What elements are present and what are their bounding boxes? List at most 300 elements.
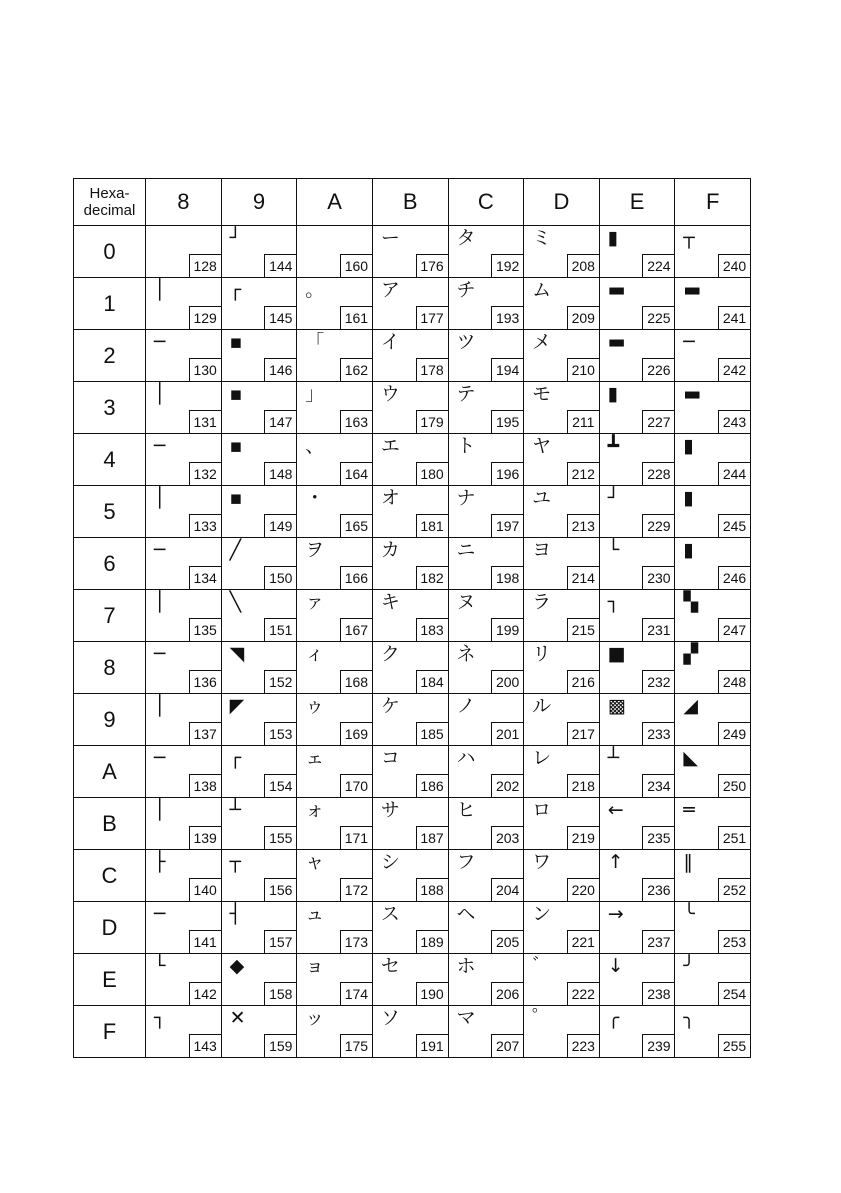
char-cell: [221, 746, 297, 798]
char-glyph: ◣: [683, 747, 698, 769]
char-cell: [372, 746, 448, 798]
char-glyph: ┐: [154, 1007, 166, 1029]
char-glyph: │: [154, 279, 166, 301]
char-cell: [221, 902, 297, 954]
char-cell: [448, 590, 524, 642]
decimal-code: 208: [567, 254, 599, 277]
decimal-code: 191: [416, 1034, 448, 1057]
decimal-code: 192: [491, 254, 523, 277]
char-cell: [372, 1006, 448, 1058]
decimal-code: 188: [416, 878, 448, 901]
decimal-code: 174: [340, 982, 372, 1005]
char-cell: [297, 694, 373, 746]
table-row: [74, 434, 751, 486]
decimal-code: 161: [340, 306, 372, 329]
char-cell: [524, 486, 600, 538]
char-cell: [675, 382, 751, 434]
char-glyph: ▚: [683, 591, 698, 613]
char-glyph: ヘ: [456, 903, 476, 925]
char-cell: [221, 850, 297, 902]
char-glyph: │: [154, 695, 166, 717]
char-cell: [524, 850, 600, 902]
char-glyph: ▬: [607, 331, 626, 353]
decimal-code: 236: [642, 878, 674, 901]
decimal-code: 225: [642, 306, 674, 329]
char-glyph: ├: [154, 851, 166, 873]
table-row: [74, 642, 751, 694]
decimal-code: 182: [416, 566, 448, 589]
decimal-code: 153: [264, 722, 296, 745]
char-glyph: ▮: [683, 487, 694, 509]
char-glyph: ─: [154, 747, 166, 769]
decimal-code: 175: [340, 1034, 372, 1057]
decimal-code: 253: [718, 930, 750, 953]
char-cell: [372, 278, 448, 330]
char-cell: [675, 954, 751, 1006]
row-header: D: [74, 902, 146, 954]
decimal-code: 157: [264, 930, 296, 953]
char-cell: [448, 538, 524, 590]
decimal-code: 133: [189, 514, 221, 537]
char-glyph: ォ: [305, 799, 325, 821]
char-glyph: ▪: [229, 383, 243, 405]
column-header-row: [74, 179, 751, 226]
char-glyph: ヒ: [456, 799, 476, 821]
char-cell: [448, 434, 524, 486]
decimal-code: 227: [642, 410, 674, 433]
table-row: [74, 538, 751, 590]
char-cell: [599, 954, 675, 1006]
decimal-code: 142: [189, 982, 221, 1005]
char-glyph: ◢: [683, 695, 698, 717]
char-cell: [524, 382, 600, 434]
char-cell: [448, 486, 524, 538]
char-cell: [599, 226, 675, 278]
char-cell: [221, 486, 297, 538]
char-cell: [221, 382, 297, 434]
decimal-code: 226: [642, 358, 674, 381]
decimal-code: 172: [340, 878, 372, 901]
column-header-a: A: [297, 179, 373, 226]
char-glyph: ┴: [607, 747, 620, 769]
char-glyph: ユ: [532, 487, 552, 509]
char-glyph: ▪: [229, 435, 243, 457]
char-cell: [146, 278, 222, 330]
char-cell: [524, 746, 600, 798]
decimal-code: 184: [416, 670, 448, 693]
char-cell: [675, 330, 751, 382]
decimal-code: 146: [264, 358, 296, 381]
char-cell: [448, 330, 524, 382]
char-cell: [524, 538, 600, 590]
char-glyph: ノ: [456, 695, 476, 717]
decimal-code: 160: [340, 254, 372, 277]
decimal-code: 252: [718, 878, 750, 901]
char-cell: [524, 798, 600, 850]
char-glyph: ◆: [229, 955, 245, 977]
decimal-code: 211: [567, 410, 599, 433]
decimal-code: 129: [189, 306, 221, 329]
decimal-code: 168: [340, 670, 372, 693]
char-glyph: テ: [456, 383, 476, 405]
char-cell: [221, 226, 297, 278]
decimal-code: 128: [189, 254, 221, 277]
decimal-code: 233: [642, 722, 674, 745]
decimal-code: 219: [567, 826, 599, 849]
char-glyph: ュ: [305, 903, 325, 925]
char-cell: [146, 382, 222, 434]
char-glyph: セ: [380, 955, 400, 977]
char-cell: [297, 226, 373, 278]
char-cell: [372, 382, 448, 434]
row-header: 7: [74, 590, 146, 642]
char-glyph: └: [154, 955, 166, 977]
decimal-code: 136: [189, 670, 221, 693]
char-cell: [524, 278, 600, 330]
char-glyph: │: [154, 591, 166, 613]
char-glyph: └: [607, 539, 620, 561]
column-header-d: D: [524, 179, 600, 226]
decimal-code: 214: [567, 566, 599, 589]
char-glyph: ェ: [305, 747, 325, 769]
char-glyph: ウ: [380, 383, 400, 405]
char-cell: [524, 434, 600, 486]
char-glyph: ワ: [532, 851, 552, 873]
decimal-code: 154: [264, 774, 296, 797]
char-glyph: ╭: [607, 1007, 620, 1029]
char-glyph: ▪: [229, 487, 243, 509]
decimal-code: 245: [718, 514, 750, 537]
char-cell: [221, 798, 297, 850]
char-glyph: ┻: [607, 435, 620, 457]
char-glyph: ッ: [305, 1007, 325, 1029]
char-glyph: │: [154, 799, 166, 821]
decimal-code: 171: [340, 826, 372, 849]
char-cell: [372, 434, 448, 486]
char-cell: [297, 746, 373, 798]
char-glyph: ╰: [683, 903, 695, 925]
char-cell: [675, 694, 751, 746]
corner-label: Hexa- decimal: [83, 185, 136, 219]
char-glyph: ✕: [229, 1007, 246, 1029]
char-cell: [675, 642, 751, 694]
char-cell: [146, 538, 222, 590]
char-glyph: ァ: [305, 591, 325, 613]
char-glyph: ツ: [456, 331, 476, 353]
decimal-code: 203: [491, 826, 523, 849]
table-row: [74, 694, 751, 746]
char-cell: [146, 642, 222, 694]
char-cell: [146, 330, 222, 382]
decimal-code: 143: [189, 1034, 221, 1057]
char-cell: [599, 694, 675, 746]
decimal-code: 190: [416, 982, 448, 1005]
table-row: [74, 330, 751, 382]
char-cell: [372, 590, 448, 642]
char-glyph: ▬: [607, 279, 626, 301]
char-cell: [675, 798, 751, 850]
decimal-code: 170: [340, 774, 372, 797]
decimal-code: 206: [491, 982, 523, 1005]
char-glyph: レ: [532, 747, 552, 769]
decimal-code: 144: [264, 254, 296, 277]
char-cell: [524, 954, 600, 1006]
char-cell: [146, 434, 222, 486]
decimal-code: 197: [491, 514, 523, 537]
char-cell: [599, 538, 675, 590]
char-cell: [297, 382, 373, 434]
column-header-e: E: [599, 179, 675, 226]
decimal-code: 186: [416, 774, 448, 797]
row-header: 3: [74, 382, 146, 434]
char-glyph: →: [607, 903, 624, 925]
row-header: 9: [74, 694, 146, 746]
decimal-code: 244: [718, 462, 750, 485]
char-glyph: [305, 227, 345, 249]
decimal-code: 222: [567, 982, 599, 1005]
decimal-code: 147: [264, 410, 296, 433]
char-glyph: ヌ: [456, 591, 476, 613]
char-glyph: ←: [607, 799, 624, 821]
char-glyph: ニ: [456, 539, 476, 561]
char-glyph: ╮: [683, 1007, 695, 1029]
char-cell: [146, 798, 222, 850]
table-row: [74, 902, 751, 954]
char-cell: [372, 902, 448, 954]
char-cell: [524, 1006, 600, 1058]
char-cell: [221, 954, 297, 1006]
char-glyph: ─: [154, 331, 166, 353]
decimal-code: 242: [718, 358, 750, 381]
column-header-8: 8: [146, 179, 222, 226]
char-cell: [297, 954, 373, 1006]
table-row: [74, 850, 751, 902]
decimal-code: 158: [264, 982, 296, 1005]
decimal-code: 138: [189, 774, 221, 797]
decimal-code: 207: [491, 1034, 523, 1057]
char-cell: [297, 642, 373, 694]
decimal-code: 169: [340, 722, 372, 745]
char-glyph: カ: [380, 539, 400, 561]
char-cell: [297, 1006, 373, 1058]
char-cell: [372, 486, 448, 538]
char-glyph: ┤: [229, 903, 242, 925]
decimal-code: 196: [491, 462, 523, 485]
decimal-code: 187: [416, 826, 448, 849]
char-glyph: ム: [532, 279, 552, 301]
decimal-code: 173: [340, 930, 372, 953]
table-row: [74, 1006, 751, 1058]
char-glyph: ↓: [607, 955, 624, 977]
char-cell: [448, 642, 524, 694]
decimal-code: 194: [491, 358, 523, 381]
char-glyph: モ: [532, 383, 552, 405]
char-glyph: ┌: [229, 747, 242, 769]
char-glyph: コ: [380, 747, 400, 769]
table-row: [74, 278, 751, 330]
decimal-code: 137: [189, 722, 221, 745]
char-cell: [675, 278, 751, 330]
char-glyph: ┐: [607, 591, 620, 613]
char-glyph: ス: [380, 903, 400, 925]
char-cell: [297, 330, 373, 382]
decimal-code: 217: [567, 722, 599, 745]
char-cell: [146, 694, 222, 746]
decimal-code: 251: [718, 826, 750, 849]
hexadecimal-corner-label: [74, 179, 146, 226]
char-glyph: ▮: [683, 539, 694, 561]
char-glyph: ┬: [229, 851, 242, 873]
char-glyph: ネ: [456, 643, 476, 665]
char-glyph: ラ: [532, 591, 552, 613]
char-glyph: サ: [380, 799, 400, 821]
char-glyph: ア: [380, 279, 400, 301]
decimal-code: 150: [264, 566, 296, 589]
decimal-code: 130: [189, 358, 221, 381]
decimal-code: 210: [567, 358, 599, 381]
char-cell: [146, 746, 222, 798]
decimal-code: 204: [491, 878, 523, 901]
char-glyph: ル: [532, 695, 552, 717]
char-glyph: ・: [305, 487, 325, 509]
char-cell: [524, 694, 600, 746]
row-header: F: [74, 1006, 146, 1058]
char-glyph: ▮: [683, 435, 694, 457]
char-glyph: │: [154, 383, 166, 405]
char-glyph: ャ: [305, 851, 325, 873]
decimal-code: 240: [718, 254, 750, 277]
char-glyph: ▮: [607, 227, 619, 249]
char-cell: [675, 746, 751, 798]
char-glyph: │: [154, 487, 166, 509]
char-glyph: ═: [683, 799, 695, 821]
char-cell: [297, 798, 373, 850]
char-glyph: ┌: [229, 279, 242, 301]
char-cell: [448, 954, 524, 1006]
char-cell: [524, 590, 600, 642]
char-glyph: シ: [380, 851, 400, 873]
char-glyph: ト: [456, 435, 476, 457]
char-glyph: フ: [456, 851, 476, 873]
char-cell: [599, 798, 675, 850]
char-glyph: ╯: [683, 955, 695, 977]
char-cell: [599, 278, 675, 330]
char-cell: [297, 902, 373, 954]
decimal-code: 220: [567, 878, 599, 901]
decimal-code: 200: [491, 670, 523, 693]
char-glyph: ▩: [607, 695, 626, 717]
decimal-code: 243: [718, 410, 750, 433]
char-glyph: ─: [154, 539, 166, 561]
char-cell: [599, 434, 675, 486]
char-glyph: エ: [380, 435, 400, 457]
decimal-code: 231: [642, 618, 674, 641]
char-glyph: 「: [305, 331, 325, 353]
char-glyph: マ: [456, 1007, 476, 1029]
decimal-code: 149: [264, 514, 296, 537]
decimal-code: 131: [189, 410, 221, 433]
decimal-code: 239: [642, 1034, 674, 1057]
table-row: [74, 382, 751, 434]
char-glyph: ◥: [229, 643, 245, 665]
decimal-code: 180: [416, 462, 448, 485]
decimal-code: 132: [189, 462, 221, 485]
decimal-code: 237: [642, 930, 674, 953]
row-header: E: [74, 954, 146, 1006]
char-cell: [599, 382, 675, 434]
char-cell: [448, 1006, 524, 1058]
char-glyph: ╱: [229, 539, 242, 561]
decimal-code: 135: [189, 618, 221, 641]
char-glyph: ▬: [683, 279, 702, 301]
decimal-code: 235: [642, 826, 674, 849]
decimal-code: 195: [491, 410, 523, 433]
decimal-code: 134: [189, 566, 221, 589]
char-cell: [372, 694, 448, 746]
decimal-code: 163: [340, 410, 372, 433]
decimal-code: 224: [642, 254, 674, 277]
decimal-code: 165: [340, 514, 372, 537]
char-cell: [448, 902, 524, 954]
decimal-code: 201: [491, 722, 523, 745]
char-glyph: ▞: [683, 643, 698, 665]
decimal-code: 228: [642, 462, 674, 485]
char-glyph: ┬: [683, 227, 695, 249]
column-header-9: 9: [221, 179, 297, 226]
row-header: 2: [74, 330, 146, 382]
char-cell: [146, 226, 222, 278]
decimal-code: 254: [718, 982, 750, 1005]
char-cell: [675, 434, 751, 486]
decimal-code: 162: [340, 358, 372, 381]
char-cell: [675, 902, 751, 954]
char-glyph: ン: [532, 903, 552, 925]
row-header: 6: [74, 538, 146, 590]
decimal-code: 229: [642, 514, 674, 537]
char-glyph: メ: [532, 331, 552, 353]
decimal-code: 151: [264, 618, 296, 641]
row-header: 1: [74, 278, 146, 330]
char-glyph: ィ: [305, 643, 325, 665]
char-cell: [297, 434, 373, 486]
decimal-code: 185: [416, 722, 448, 745]
decimal-code: 145: [264, 306, 296, 329]
char-cell: [221, 590, 297, 642]
char-glyph: ─: [683, 331, 695, 353]
decimal-code: 141: [189, 930, 221, 953]
char-cell: [221, 1006, 297, 1058]
char-glyph: イ: [380, 331, 400, 353]
char-glyph: ↑: [607, 851, 624, 873]
decimal-code: 177: [416, 306, 448, 329]
decimal-code: 230: [642, 566, 674, 589]
char-glyph: ┴: [229, 799, 242, 821]
decimal-code: 181: [416, 514, 448, 537]
decimal-code: 202: [491, 774, 523, 797]
decimal-code: 215: [567, 618, 599, 641]
char-cell: [146, 954, 222, 1006]
decimal-code: 218: [567, 774, 599, 797]
decimal-code: 246: [718, 566, 750, 589]
char-cell: [675, 1006, 751, 1058]
char-cell: [372, 850, 448, 902]
decimal-code: 247: [718, 618, 750, 641]
char-glyph: ‖: [683, 851, 693, 873]
char-cell: [221, 330, 297, 382]
char-glyph: キ: [380, 591, 400, 613]
char-glyph: ▪: [229, 331, 243, 353]
char-cell: [675, 486, 751, 538]
